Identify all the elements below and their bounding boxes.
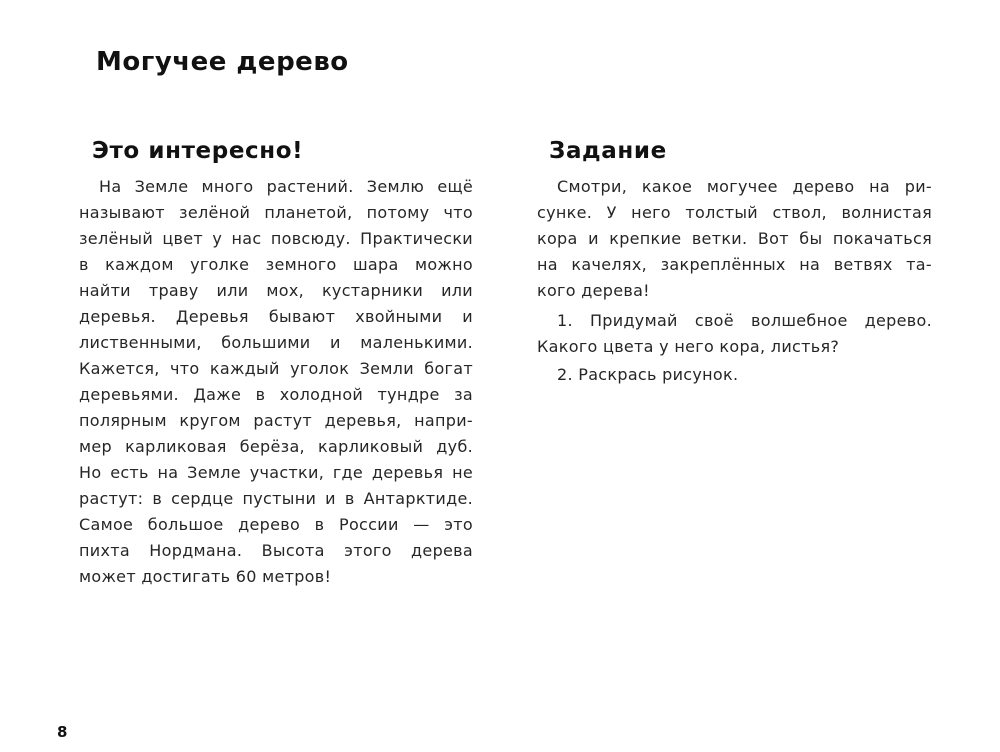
interesting-line: называют зелёной планетой, потому что [79, 203, 473, 222]
interesting-line: Кажется, что каждый уголок Земли богат [79, 359, 473, 378]
interesting-line: деревьями. Даже в холодной тундре за [79, 385, 473, 404]
interesting-heading: Это интересно! [92, 138, 304, 164]
interesting-line: в каждом уголке земного шара можно [79, 255, 473, 274]
page-title: Могучее дерево [96, 47, 349, 77]
task-intro-line: Смотри, какое могучее дерево на ри- [557, 177, 932, 196]
task-item-1-line: Какого цвета у него кора, листья? [537, 337, 840, 356]
task-intro-line: на качелях, закреплённых на ветвях та- [537, 255, 932, 274]
interesting-line: лиственными, большими и маленькими. [79, 333, 473, 352]
interesting-line: мер карликовая берёза, карликовый дуб. [79, 437, 473, 456]
task-heading: Задание [549, 138, 667, 164]
interesting-line: пихта Нордмана. Высота этого дерева [79, 541, 473, 560]
interesting-line: Самое большое дерево в России — это [79, 515, 473, 534]
interesting-line: зелёный цвет у нас повсюду. Практически [79, 229, 473, 248]
task-item-2-line: 2. Раскрась рисунок. [557, 365, 739, 384]
interesting-line: может достигать 60 метров! [79, 567, 332, 586]
task-item-1-line: 1. Придумай своё волшебное дерево. [557, 311, 932, 330]
interesting-line: растут: в сердце пустыни и в Антарктиде. [79, 489, 473, 508]
interesting-line: полярным кругом растут деревья, напри- [79, 411, 473, 430]
page-number: 8 [57, 723, 68, 741]
interesting-line: найти траву или мох, кустарники или [79, 281, 473, 300]
interesting-line: деревья. Деревья бывают хвойными и [79, 307, 473, 326]
task-intro-line: кого дерева! [537, 281, 650, 300]
task-intro-line: сунке. У него толстый ствол, волнистая [537, 203, 932, 222]
task-intro-line: кора и крепкие ветки. Вот бы покачаться [537, 229, 932, 248]
interesting-line: На Земле много растений. Землю ещё [99, 177, 473, 196]
interesting-line: Но есть на Земле участки, где деревья не [79, 463, 473, 482]
